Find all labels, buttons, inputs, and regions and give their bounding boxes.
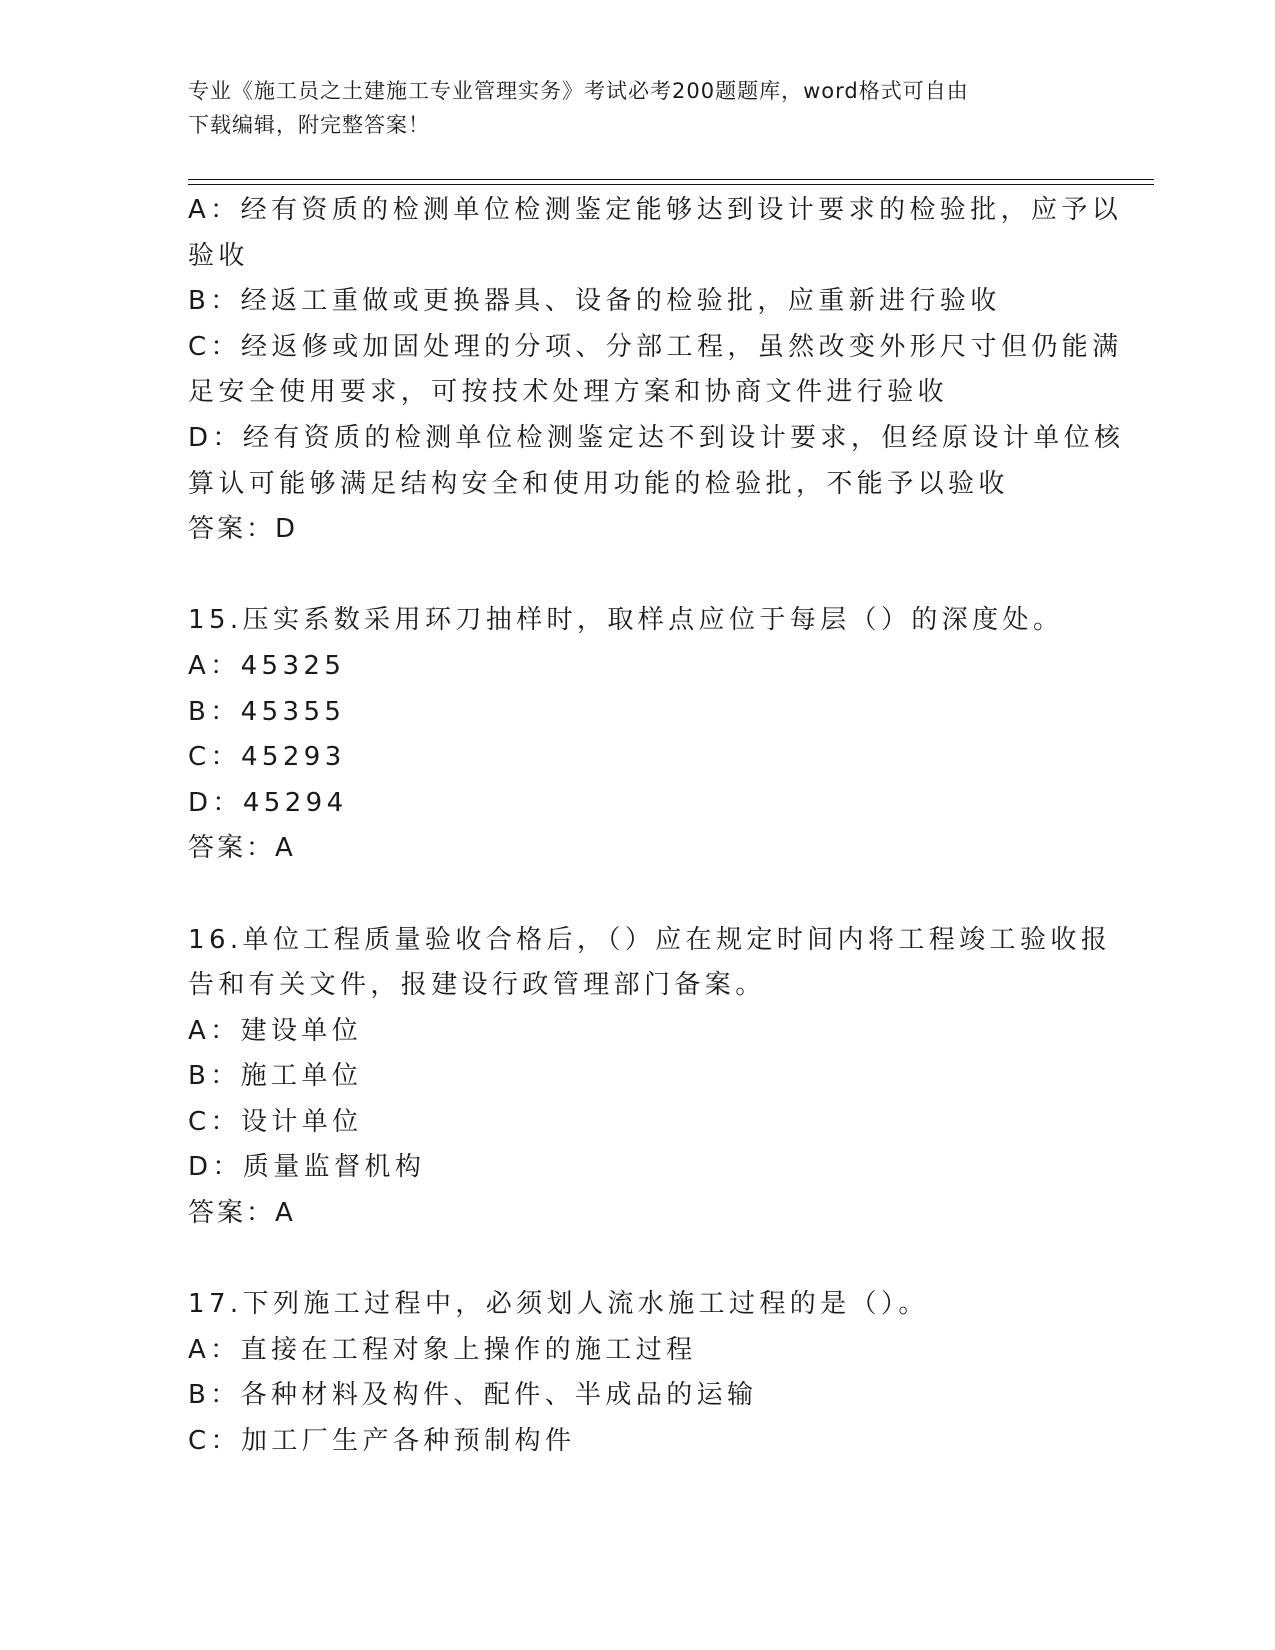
answer: 答案：A <box>188 1198 296 1229</box>
option-c-line-1: C：经返修或加固处理的分项、分部工程，虽然改变外形尺寸但仍能满 <box>188 331 1123 362</box>
option-a-line-1: A：经有资质的检测单位检测鉴定能够达到设计要求的检验批，应予以 <box>188 195 1123 225</box>
question-list <box>188 188 1125 1465</box>
option-d-line-2: 算认可能够满足结构安全和使用功能的检验批，不能予以验收 <box>188 468 1009 499</box>
option-b: B：各种材料及构件、配件、半成品的运输 <box>188 1380 758 1411</box>
question-17 <box>188 1282 1088 1464</box>
option-d: D：质量监督机构 <box>188 1152 426 1183</box>
option-d-line-1: D：经有资质的检测单位检测鉴定达不到设计要求，但经原设计单位核 <box>188 422 1125 453</box>
option-b: B：经返工重做或更换器具、设备的检验批，应重新进行验收 <box>188 286 1001 317</box>
option-b: B：施工单位 <box>188 1061 363 1092</box>
option-c-line-2: 足安全使用要求，可按技术处理方案和协商文件进行验收 <box>188 377 949 408</box>
document-header <box>188 74 1068 142</box>
question-16 <box>188 918 1112 1237</box>
spacer <box>188 553 1088 599</box>
question-stem-line-2: 告和有关文件，报建设行政管理部门备案。 <box>188 970 766 1001</box>
header-line-2: 下载编辑，附完整答案！ <box>188 113 430 137</box>
question-15 <box>188 598 1088 872</box>
option-a: A：45325 <box>188 650 346 681</box>
header-rule-top <box>188 179 1154 180</box>
header-line-1: 专业《施工员之土建施工专业管理实务》考试必考200题题库，word格式可自由 <box>188 79 969 103</box>
header-rule-bottom <box>188 184 1154 185</box>
answer: 答案：A <box>188 833 296 864</box>
option-a: A：建设单位 <box>188 1015 363 1046</box>
spacer <box>188 1237 1088 1283</box>
option-d: D：45294 <box>188 787 348 818</box>
question-stem: 15.压实系数采用环刀抽样时，取样点应位于每层（）的深度处。 <box>188 605 1064 636</box>
option-c: C：45293 <box>188 742 346 773</box>
option-a-line-2: 验收 <box>188 240 249 271</box>
option-c: C：设计单位 <box>188 1106 363 1137</box>
question-14 <box>188 188 1125 553</box>
spacer <box>188 872 1088 918</box>
option-b: B：45355 <box>188 696 346 727</box>
question-stem-line-1: 16.单位工程质量验收合格后，（）应在规定时间内将工程竣工验收报 <box>188 924 1112 955</box>
option-a: A：直接在工程对象上操作的施工过程 <box>188 1334 697 1365</box>
question-stem: 17.下列施工过程中，必须划人流水施工过程的是（）。 <box>188 1289 929 1320</box>
option-c: C：加工厂生产各种预制构件 <box>188 1426 576 1457</box>
answer: 答案：D <box>188 514 299 545</box>
